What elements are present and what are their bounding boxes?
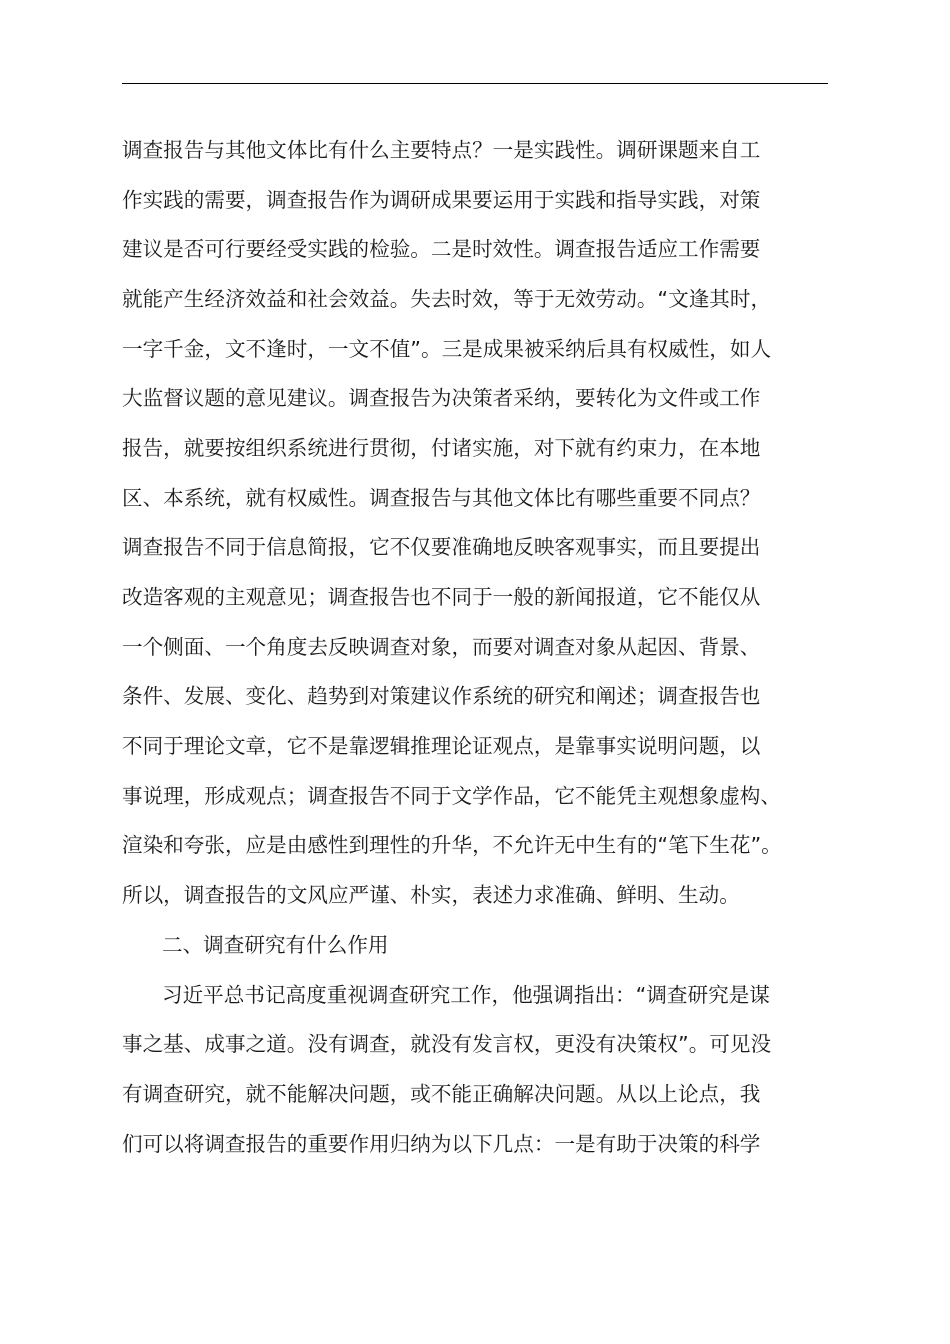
body-text-line: 改造客观的主观意见；调查报告也不同于一般的新闻报道，它不能仅从 xyxy=(122,585,761,609)
section-heading: 二、调查研究有什么作用 xyxy=(162,933,389,957)
body-text-line: 有调查研究，就不能解决问题，或不能正确解决问题。从以上论点，我 xyxy=(122,1082,761,1106)
body-text-line: 一字千金，文不逢时，一文不值”。三是成果被采纳后具有权威性，如人 xyxy=(122,337,772,361)
body-text-line: 区、本系统，就有权威性。调查报告与其他文体比有哪些重要不同点？ xyxy=(122,486,761,510)
body-text-line: 条件、发展、变化、趋势到对策建议作系统的研究和阐述；调查报告也 xyxy=(122,684,761,708)
body-text-line: 习近平总书记高度重视调查研究工作，他强调指出：“调查研究是谋 xyxy=(162,983,770,1007)
body-text-line: 报告，就要按组织系统进行贯彻，付诸实施，对下就有约束力，在本地 xyxy=(122,436,761,460)
body-text-line: 建议是否可行要经受实践的检验。二是时效性。调查报告适应工作需要 xyxy=(122,237,761,261)
body-text-line: 作实践的需要，调查报告作为调研成果要运用于实践和指导实践，对策 xyxy=(122,188,761,212)
body-text-line: 一个侧面、一个角度去反映调查对象，而要对调查对象从起因、背景、 xyxy=(122,635,761,659)
body-text-line: 事说理，形成观点；调查报告不同于文学作品，它不能凭主观想象虚构、 xyxy=(122,784,781,808)
body-text-line: 大监督议题的意见建议。调查报告为决策者采纳，要转化为文件或工作 xyxy=(122,386,761,410)
body-text-line: 所以，调查报告的文风应严谨、朴实，表述力求准确、鲜明、生动。 xyxy=(122,883,740,907)
body-text-line: 调查报告与其他文体比有什么主要特点？一是实践性。调研课题来自工 xyxy=(122,138,761,162)
body-text-line: 调查报告不同于信息简报，它不仅要准确地反映客观事实，而且要提出 xyxy=(122,535,761,559)
body-text-line: 渲染和夸张，应是由感性到理性的升华，不允许无中生有的“笔下生花”。 xyxy=(122,833,782,857)
body-text-line: 事之基、成事之道。没有调查，就没有发言权，更没有决策权”。可见没 xyxy=(122,1032,772,1056)
body-text-line: 就能产生经济效益和社会效益。失去时效，等于无效劳动。“文逢其时， xyxy=(122,287,772,311)
body-text-line: 们可以将调查报告的重要作用归纳为以下几点：一是有助于决策的科学 xyxy=(122,1132,761,1156)
body-text-line: 不同于理论文章，它不是靠逻辑推理论证观点，是靠事实说明问题，以 xyxy=(122,734,761,758)
